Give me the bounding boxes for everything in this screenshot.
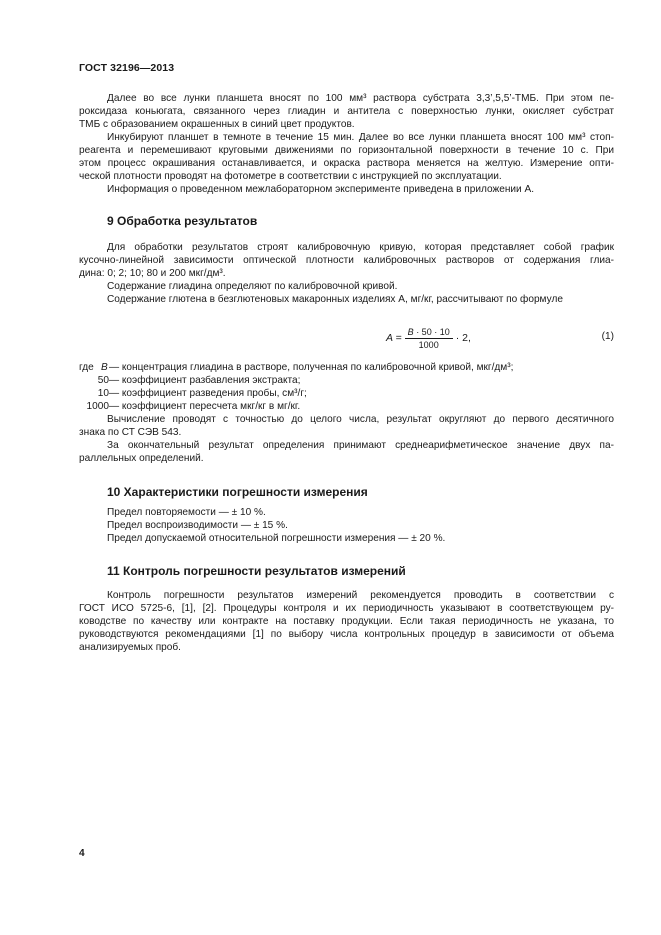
formula-denominator: 1000: [418, 339, 439, 350]
page-number: 4: [79, 848, 85, 859]
formula-fraction: [405, 327, 453, 350]
legend-text: — коэффициент разбавления экстракта;: [109, 375, 301, 386]
text-line: ТМБ с образованием окрашенных в синий цвет продуктов.: [79, 119, 355, 130]
text-line: Инкубируют планшет в темноте в течение 15 мин. Далее во все лунки планшета вносят 100 мм³ стоп-: [107, 132, 614, 143]
text-line: Контроль погрешности результатов измерений рекомендуется проводить в соответствии с: [107, 590, 614, 601]
formula-var-b: B: [407, 326, 414, 337]
formula-1: [79, 321, 614, 355]
section-10-heading: 10 Характеристики погрешности измерения: [107, 485, 368, 499]
text-line: анализируемых проб.: [79, 642, 181, 653]
text-line: Далее во все лунки планшета вносят по 100 мм³ раствора субстрата 3,3’,5,5’-ТМБ. При этом пе-: [107, 93, 614, 104]
text-line: Содержание глютена в безглютеновых макаронных изделиях А, мг/кг, рассчитывают по формуле: [107, 294, 563, 305]
legend-text: — концентрация глиадина в растворе, полученная по калибровочной кривой, мкг/дм³;: [109, 362, 514, 373]
legend-symbol: 1000: [86, 401, 109, 412]
text-line: ческой плотности проводят на фотометре в соответствии с инструкцией по эксплуатации.: [79, 171, 502, 182]
text-line: кусочно-линейной зависимости оптической плотности калибровочных растворов от содержания глиа-: [79, 255, 614, 266]
text-line: роксидаза коньюгата, связанного через глиадин и антитела с поверхностью лунки, окисляет субстрат: [79, 106, 614, 117]
text-line: реагента и перемешивают круговыми движениями по горизонтальной поверхности в течение 10 с. При: [79, 145, 614, 156]
text-line: этом процесс окрашивания останавливается, и окраска раствора меняется на желтую. Измерение опти-: [79, 158, 614, 169]
formula-number: (1): [601, 331, 614, 342]
text-line: Для обработки результатов строят калибровочную кривую, которая представляет собой график: [107, 242, 614, 253]
section-9-text-continued: [79, 413, 614, 465]
formula-tail: · 2,: [455, 332, 471, 344]
document-header: ГОСТ 32196—2013: [79, 62, 175, 74]
formula-lhs: A =: [386, 332, 402, 344]
text-line: знака по СТ СЭВ 543.: [79, 427, 182, 438]
text-line: Предел воспроизводимости — ± 15 %.: [107, 520, 288, 531]
text-line: Вычисление проводят с точностью до целого числа, результат округляют до первого десятичного: [107, 414, 614, 425]
where-label: где: [79, 362, 94, 373]
formula-numerator: [405, 327, 453, 339]
text-line: Предел допускаемой относительной погрешности измерения — ± 20 %.: [107, 533, 446, 544]
legend-text: — коэффициент разведения пробы, см³/г;: [109, 388, 307, 399]
text-line: дина: 0; 2; 10; 80 и 200 мкг/дм³.: [79, 268, 226, 279]
section-9-heading: 9 Обработка результатов: [107, 214, 258, 228]
legend-symbol: 50: [97, 375, 109, 386]
formula-legend: [79, 361, 614, 413]
section-10-text: [79, 506, 614, 545]
section-9-text: [79, 241, 614, 306]
text-line: Информация о проведенном межлабораторном эксперименте приведена в приложении А.: [107, 184, 535, 195]
legend-symbol: 10: [97, 388, 109, 399]
legend-row: [79, 374, 614, 387]
legend-text: — коэффициент пересчета мкг/кг в мг/кг.: [109, 401, 301, 412]
formula-numerator-rest: · 50 · 10: [413, 326, 450, 337]
text-line: ководстве по качеству или контракте на поставку продукции. Если такая периодичность не указана, то: [79, 616, 614, 627]
intro-text: [79, 92, 614, 196]
legend-symbol: B: [101, 362, 108, 373]
section-11-heading: 11 Контроль погрешности результатов измерений: [107, 564, 406, 578]
text-line: ГОСТ ИСО 5725-6, [1], [2]. Процедуры контроля и их периодичность указывают в соответствующем ру-: [79, 603, 614, 614]
text-line: Содержание глиадина определяют по калибровочной кривой.: [107, 281, 398, 292]
section-11-text: [79, 589, 614, 654]
legend-row: [79, 361, 614, 374]
text-line: раллельных определений.: [79, 453, 204, 464]
text-line: Предел повторяемости — ± 10 %.: [107, 507, 266, 518]
text-line: За окончательный результат определения принимают среднеарифметическое значение двух па-: [107, 440, 614, 451]
formula-expression: [386, 321, 471, 355]
legend-row: [79, 400, 614, 413]
text-line: руководствуются рекомендациями [1] по выбору числа контрольных процедур в зависимости от объема: [79, 629, 614, 640]
legend-row: [79, 387, 614, 400]
